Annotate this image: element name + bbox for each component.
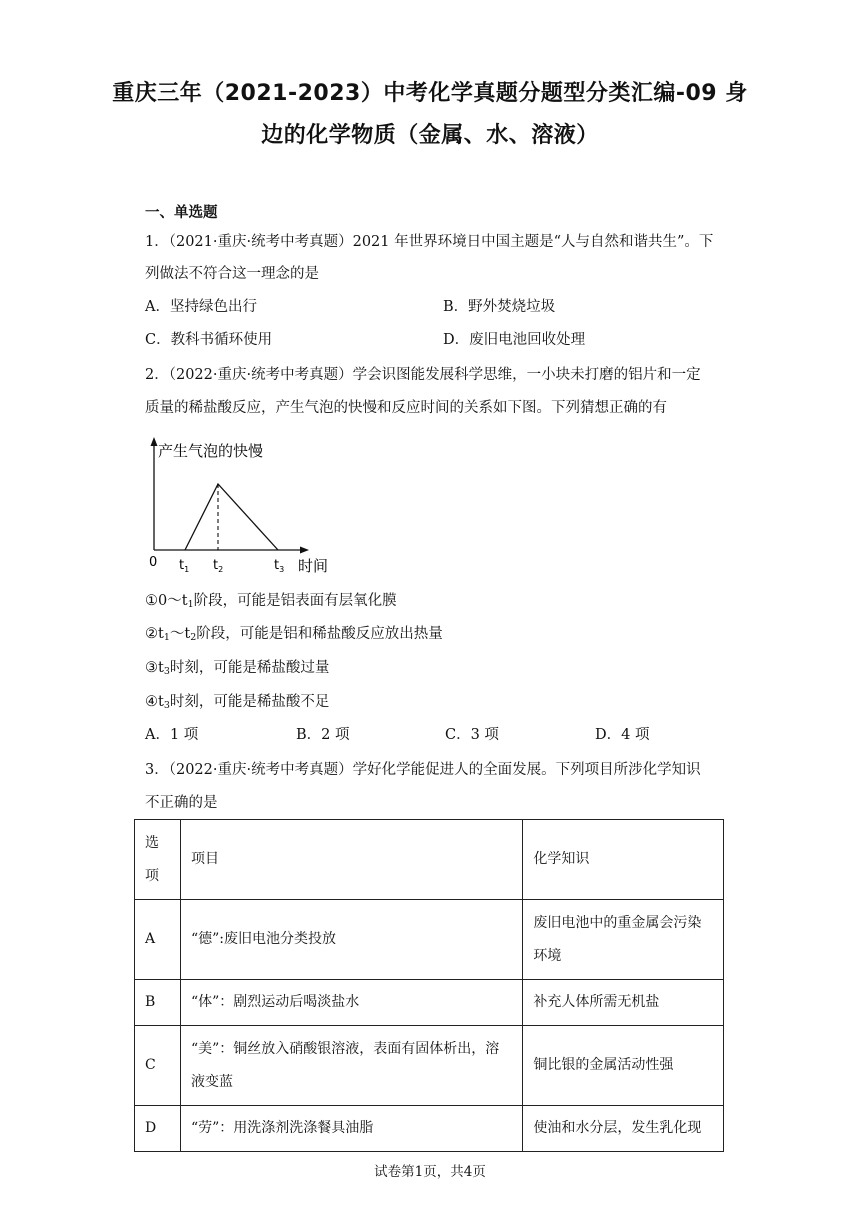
q2-rate-time-graph [142, 432, 342, 580]
knowledge-cell: 废旧电池中的重金属会污染 环境 [523, 900, 724, 980]
q1-option-c: C．教科书循环使用 [145, 332, 273, 348]
q2-statement-4: $④t_3$时刻，可能是稀盐酸不足 [145, 694, 330, 711]
page-title-line2: 边的化学物质（金属、水、溶液） [261, 123, 599, 148]
option-cell: B [135, 980, 181, 1026]
q2-statement-3: $③t_3$时刻，可能是稀盐酸过量 [145, 660, 330, 677]
y-axis-arrow [151, 437, 158, 446]
header-item-cell: 项目 [180, 820, 522, 900]
q2-stem-line1: 2．（2022·重庆·统考中考真题）学会识图能发展科学思维，一小块未打磨的铝片和一定 [145, 367, 701, 383]
tick-label-t1: $t_1$ [179, 558, 190, 574]
option-cell: D [135, 1106, 181, 1152]
tick-label-t3: $t_3$ [274, 558, 285, 574]
page-title-line1: 重庆三年（2021-2023）中考化学真题分题型分类汇编-09 身 [112, 81, 748, 106]
q2-stem-line2: 质量的稀盐酸反应，产生气泡的快慢和反应时间的关系如下图。下列猜想正确的有 [145, 400, 667, 416]
knowledge-cell: 铜比银的金属活动性强 [523, 1026, 724, 1106]
q2-statement-2: $②t_1\sim t_2$阶段，可能是铝和稀盐酸反应放出热量 [145, 626, 443, 643]
option-cell: C [135, 1026, 181, 1106]
q3-stem-line2: 不正确的是 [145, 795, 218, 811]
q1-option-d: D．废旧电池回收处理 [443, 332, 586, 348]
q1-stem-line1: 1．（2021·重庆·统考中考真题）2021 年世界环境日中国主题是“人与自然和谐共生”。下 [145, 234, 714, 250]
q1-stem-line2: 列做法不符合这一理念的是 [145, 266, 319, 282]
option-cell: A [135, 900, 181, 980]
q2-option-b: B．2 项 [296, 727, 350, 743]
page-footer: 试卷第1页，共4页 [374, 1164, 486, 1180]
table-row [135, 1106, 724, 1152]
table-header-row [135, 820, 724, 900]
header-knowledge-cell: 化学知识 [523, 820, 724, 900]
tick-label-t2: $t_2$ [213, 558, 224, 574]
knowledge-cell: 补充人体所需无机盐 [523, 980, 724, 1026]
q2-option-c: C．3 项 [445, 727, 499, 743]
q2-statement-1: $①0\sim t_1$阶段，可能是铝表面有层氧化膜 [145, 593, 397, 610]
table-row [135, 900, 724, 980]
x-axis-arrow [300, 547, 309, 554]
section-heading: 一、单选题 [145, 205, 218, 221]
item-cell: “体”：剧烈运动后喝淡盐水 [180, 980, 522, 1026]
origin-label: 0 [149, 555, 158, 570]
knowledge-cell: 使油和水分层，发生乳化现 [523, 1106, 724, 1152]
y-axis-label: 产生气泡的快慢 [158, 442, 264, 460]
item-cell: “德”:废旧电池分类投放 [180, 900, 522, 980]
q3-table [134, 819, 724, 1152]
item-cell: “劳”：用洗涤剂洗涤餐具油脂 [180, 1106, 522, 1152]
q3-stem-line1: 3．（2022·重庆·统考中考真题）学好化学能促进人的全面发展。下列项目所涉化学知识 [145, 762, 701, 778]
table-row [135, 980, 724, 1026]
rate-curve [185, 484, 278, 550]
table-row [135, 1026, 724, 1106]
q2-option-a: A．1 项 [145, 727, 199, 743]
item-cell: “美”：铜丝放入硝酸银溶液，表面有固体析出，溶 液变蓝 [180, 1026, 522, 1106]
q1-option-b: B．野外焚烧垃圾 [443, 299, 556, 315]
x-axis-label: 时间 [298, 557, 329, 575]
header-option-cell: 选 项 [135, 820, 181, 900]
q1-option-a: A．坚持绿色出行 [145, 299, 257, 315]
q2-option-d: D．4 项 [595, 727, 650, 743]
